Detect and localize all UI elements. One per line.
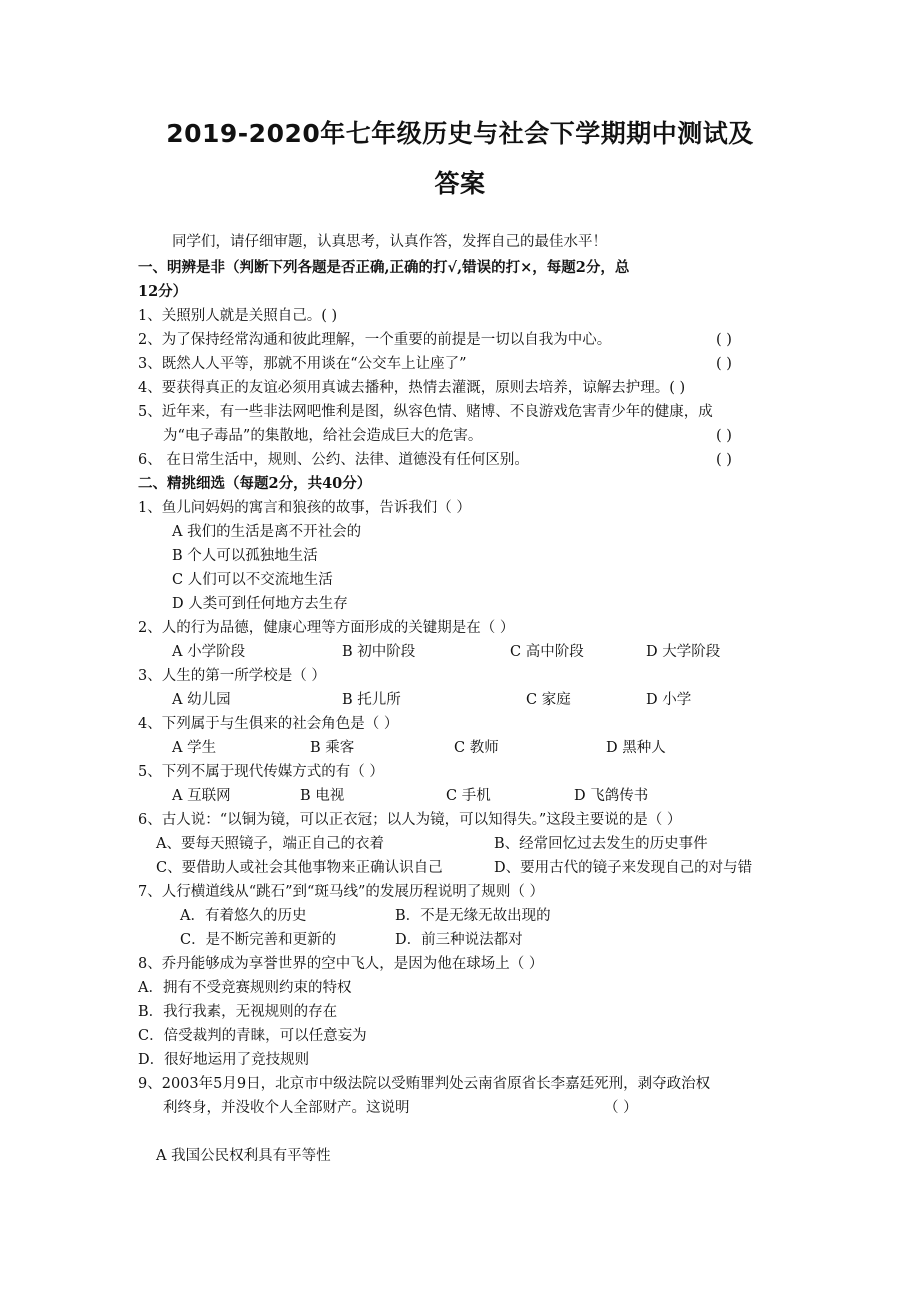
judge-item-4: 4、要获得真正的友谊必须用真诚去播种，热情去灌溉，原则去培养，谅解去护理。( )	[138, 380, 686, 396]
q5-option-b: B 电视	[300, 788, 345, 804]
q6-option-d: D、要用古代的镜子来发现自己的对与错	[494, 860, 753, 876]
q8-option-b: B．我行我素，无视规则的存在	[138, 1004, 338, 1020]
q3-option-b: B 托儿所	[342, 692, 401, 708]
section1-heading: 一、明辨是非（判断下列各题是否正确,正确的打√,错误的打×，每题2分，总	[138, 259, 630, 276]
question-8: 8、乔丹能够成为享誉世界的空中飞人，是因为他在球场上（ ）	[138, 956, 544, 972]
q1-option-c: C 人们可以不交流地生活	[172, 572, 333, 588]
answer-paren-2: ( )	[716, 332, 732, 348]
q1-option-b: B 个人可以孤独地生活	[172, 548, 318, 564]
question-1: 1、鱼儿问妈妈的寓言和狼孩的故事，告诉我们（ ）	[138, 500, 471, 516]
section1-heading-cont: 12分）	[138, 283, 188, 300]
q7-option-b: B．不是无缘无故出现的	[395, 908, 551, 924]
question-3: 3、人生的第一所学校是（ ）	[138, 668, 326, 684]
question-2: 2、人的行为品德，健康心理等方面形成的关键期是在（ ）	[138, 620, 515, 636]
document-title-line1: 2019-2020年七年级历史与社会下学期期中测试及	[166, 119, 754, 148]
q3-option-d: D 小学	[646, 692, 692, 708]
judge-item-5-cont: 为“电子毒品”的集散地，给社会造成巨大的危害。	[163, 428, 483, 444]
q2-option-a: A 小学阶段	[172, 644, 246, 660]
question-7: 7、人行横道线从“跳石”到“斑马线”的发展历程说明了规则（ ）	[138, 884, 544, 900]
q3-option-c: C 家庭	[526, 692, 571, 708]
q8-option-d: D．很好地运用了竞技规则	[138, 1052, 310, 1068]
q4-option-c: C 教师	[454, 740, 499, 756]
judge-item-6: 6、 在日常生活中，规则、公约、法律、道德没有任何区别。	[138, 452, 529, 468]
q1-option-a: A 我们的生活是离不开社会的	[172, 524, 362, 540]
q8-option-a: A．拥有不受竞赛规则约束的特权	[138, 980, 352, 996]
q6-option-b: B、经常回忆过去发生的历史事件	[494, 836, 708, 852]
q7-option-c: C．是不断完善和更新的	[180, 932, 337, 948]
q4-option-b: B 乘客	[310, 740, 355, 756]
q2-option-b: B 初中阶段	[342, 644, 416, 660]
q6-option-c: C、要借助人或社会其他事物来正确认识自己	[156, 860, 443, 876]
q6-option-a: A、要每天照镜子，端正自己的衣着	[156, 836, 384, 852]
q5-option-d: D 飞鸽传书	[574, 788, 649, 804]
q5-option-a: A 互联网	[172, 788, 231, 804]
q1-option-d: D 人类可到任何地方去生存	[172, 596, 348, 612]
q2-option-d: D 大学阶段	[646, 644, 721, 660]
answer-paren-3: ( )	[716, 356, 732, 372]
q3-option-a: A 幼儿园	[172, 692, 231, 708]
q2-option-c: C 高中阶段	[510, 644, 584, 660]
judge-item-2: 2、为了保持经常沟通和彼此理解，一个重要的前提是一切以自我为中心。	[138, 332, 612, 348]
answer-paren-5: ( )	[716, 428, 732, 444]
question-9-cont: 利终身，并没收个人全部财产。这说明	[163, 1100, 410, 1116]
q8-option-c: C．倍受裁判的青睐，可以任意妄为	[138, 1028, 367, 1044]
intro-text: 同学们，请仔细审题，认真思考，认真作答，发挥自己的最佳水平！	[172, 234, 607, 250]
q4-option-a: A 学生	[172, 740, 217, 756]
answer-paren-q9: （ ）	[604, 1100, 638, 1116]
q7-option-d: D．前三种说法都对	[395, 932, 523, 948]
judge-item-5: 5、近年来，有一些非法网吧惟利是图，纵容色情、赌博、不良游戏危害青少年的健康，成	[138, 404, 713, 420]
q4-option-d: D 黑种人	[606, 740, 666, 756]
question-6: 6、古人说：“以铜为镜，可以正衣冠；以人为镜，可以知得失。”这段主要说的是（ ）	[138, 812, 682, 828]
judge-item-1: 1、关照别人就是关照自己。( )	[138, 308, 338, 324]
question-5: 5、下列不属于现代传媒方式的有（ ）	[138, 764, 384, 780]
question-4: 4、下列属于与生俱来的社会角色是（ ）	[138, 716, 399, 732]
answer-paren-6: ( )	[716, 452, 732, 468]
judge-item-3: 3、既然人人平等，那就不用谈在“公交车上让座了”	[138, 356, 467, 372]
section2-heading: 二、精挑细选（每题2分，共40分）	[138, 475, 372, 492]
q9-option-a: A 我国公民权利具有平等性	[156, 1148, 331, 1164]
document-title-line2: 答案	[434, 169, 486, 198]
question-9: 9、2003年5月9日，北京市中级法院以受贿罪判处云南省原省长李嘉廷死刑，剥夺政治权	[138, 1076, 711, 1092]
q7-option-a: A．有着悠久的历史	[180, 908, 307, 924]
q5-option-c: C 手机	[446, 788, 491, 804]
